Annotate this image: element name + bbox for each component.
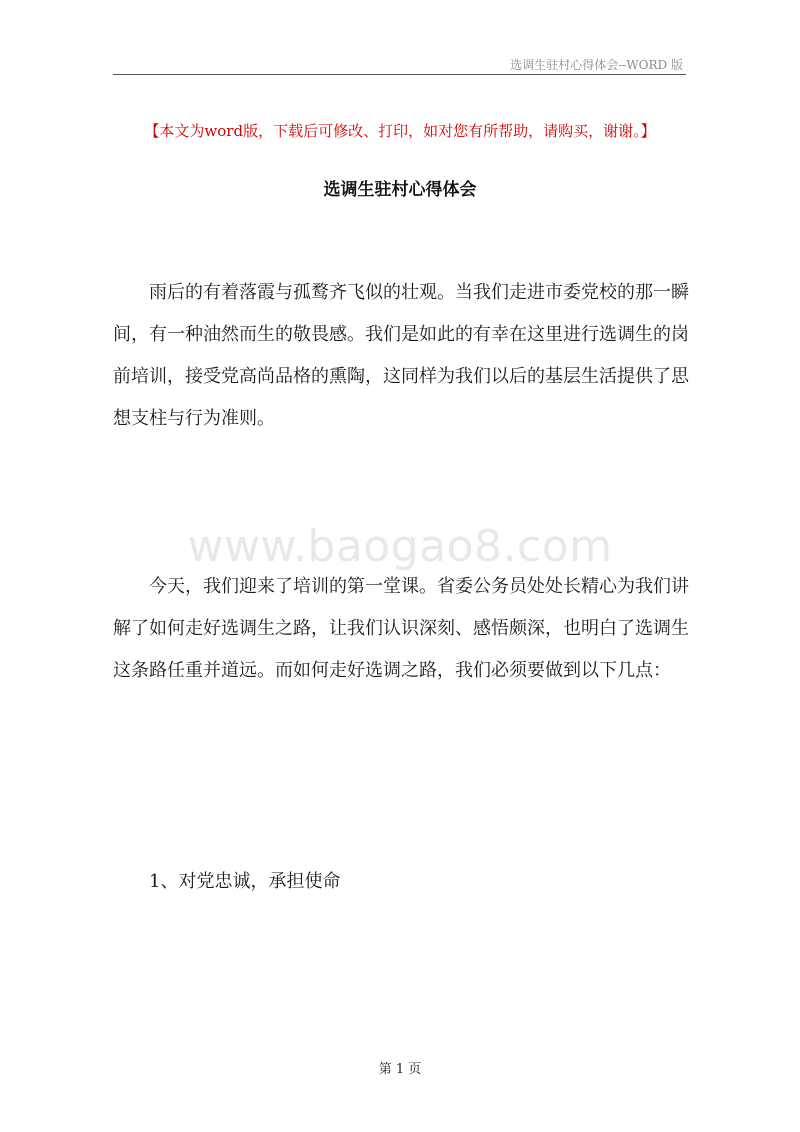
- document-title: 选调生驻村心得体会: [323, 180, 477, 200]
- header-title: 选调生驻村心得体会--WORD 版: [510, 58, 683, 72]
- header-divider: [113, 74, 686, 75]
- paragraph-2: 今天，我们迎来了培训的第一堂课。省委公务员处处长精心为我们讲解了如何走好选调生之路，让我们认识深刻、感悟颇深，也明白了选调生这条路任重并道远。而如何走好选调之路，我们必须要做到以下几点：: [113, 576, 689, 681]
- paragraph-1: 雨后的有着落霞与孤鹜齐飞似的壮观。当我们走进市委党校的那一瞬间，有一种油然而生的敬畏感。我们是如此的有幸在这里进行选调生的岗前培训，接受党高尚品格的熏陶，这同样为我们以后的基层生活提供了思想支柱与行为准则。: [113, 282, 689, 429]
- purchase-notice: 【本文为word版，下载后可修改、打印，如对您有所帮助，请购买，谢谢。】: [144, 122, 656, 140]
- page-number: 第 1 页: [378, 1062, 422, 1077]
- watermark-text: www.baogao8.com: [187, 521, 613, 572]
- section-heading: 1、对党忠诚，承担使命: [149, 871, 341, 892]
